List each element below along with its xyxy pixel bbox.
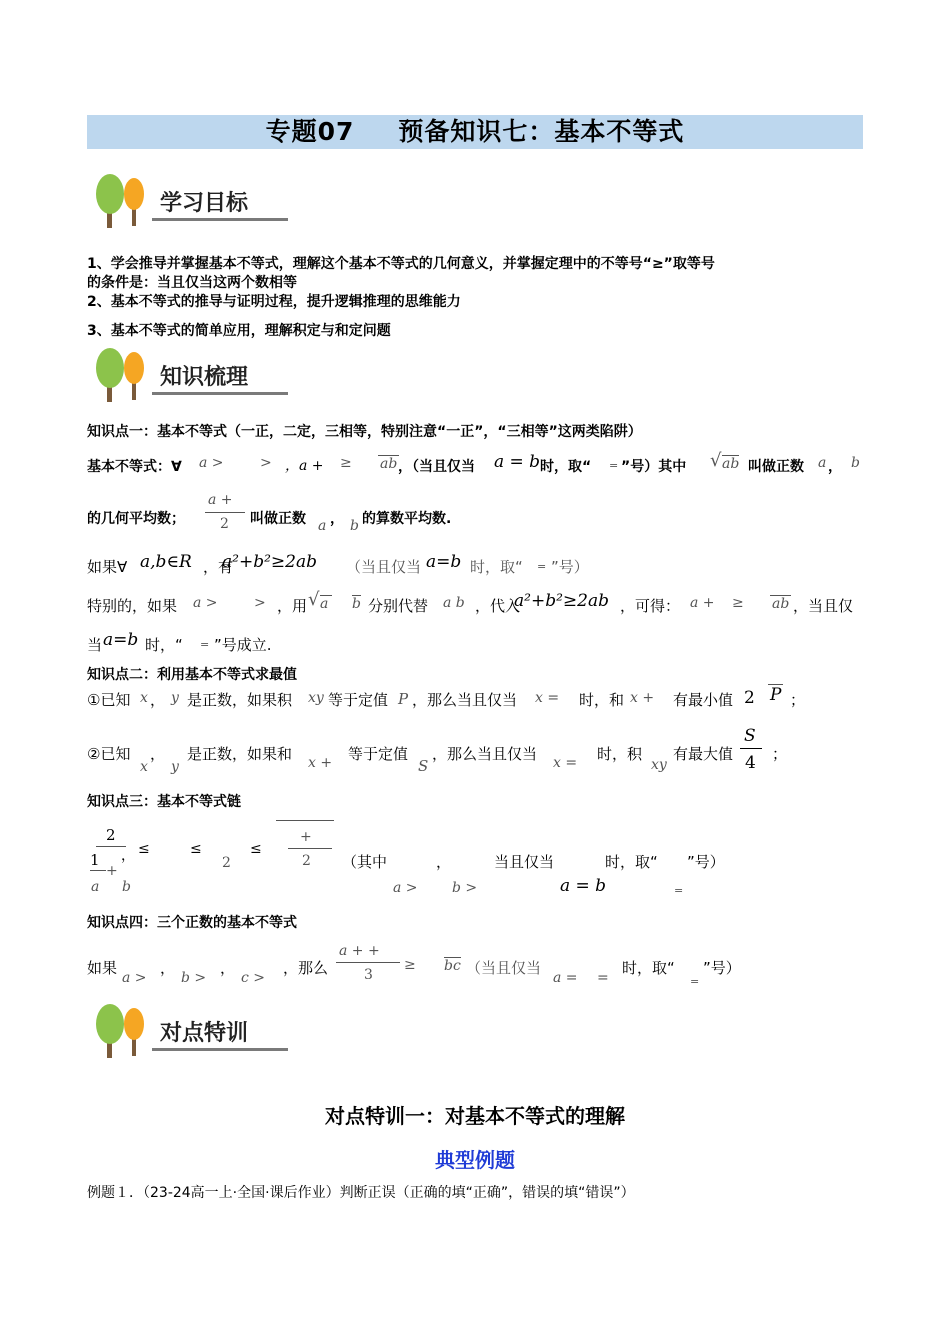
k3-math: ≤: [190, 841, 202, 857]
k3-text: ，: [121, 848, 135, 864]
k3-math: b: [122, 879, 131, 895]
divider: [152, 392, 288, 395]
k2-text: ，那么当且仅当: [412, 691, 518, 709]
k2-text: ，: [150, 691, 166, 709]
goal-item-1-line2: 的条件是：当且仅当这两个数相等: [87, 275, 297, 291]
section-banner-knowledge: [92, 346, 288, 404]
k2-math: xy: [308, 690, 324, 706]
example-1: 例题１．（23-24高一上·全国·课后作业）判断正误（正确的填“正确”，错误的填“错误”）: [87, 1185, 635, 1201]
fraction-bar: [90, 870, 106, 871]
fraction-numerator: S: [744, 726, 756, 746]
k2-text: ；: [772, 745, 788, 763]
fraction-denominator: 2: [220, 516, 229, 532]
k1-math: a=b: [103, 630, 139, 650]
training-subheading: 对点特训一：对基本不等式的理解: [325, 1104, 625, 1128]
k1-text: ”号）: [551, 558, 589, 576]
k1-math: ，a +: [285, 458, 324, 474]
k1-math: a: [818, 455, 827, 471]
divider: [152, 218, 288, 221]
fraction-denominator: 4: [745, 753, 756, 773]
tree-icon: [92, 346, 152, 402]
k1-text: ，有: [203, 558, 234, 576]
k2-math: y: [171, 759, 179, 775]
k3-math: b >: [452, 880, 478, 896]
k2-math: x =: [553, 755, 578, 771]
k1-math: a >: [193, 595, 218, 611]
k2-text: ，: [150, 745, 166, 763]
k1-text: 时，取“: [470, 558, 523, 576]
k2-math: P: [398, 690, 409, 708]
k1-text: 时，取“: [540, 459, 592, 475]
k1-heading: 知识点一：基本不等式（一正，二定，三相等，特别注意“一正”，“三相等”这两类陷阱）: [87, 424, 642, 440]
k1-text: 叫做正数: [250, 511, 306, 527]
k1-math: =: [200, 638, 210, 651]
k1-text: （当且仅当: [346, 558, 422, 576]
k2-math: x: [140, 759, 148, 775]
k3-text: ”号）: [687, 853, 725, 871]
k1-text: ，可得：: [620, 597, 681, 615]
section-banner-training: [92, 1002, 288, 1060]
k1-text: ”号）其中: [621, 459, 687, 475]
title-part1: 专题07: [265, 117, 355, 146]
k1-text: 如果∀: [87, 558, 128, 576]
k1-math: a²+b²≥2ab: [514, 591, 609, 611]
k1-math: =: [537, 560, 547, 573]
k4-math: ≥: [404, 957, 416, 973]
k1-math: a²+b²≥2ab: [222, 552, 317, 572]
k3-math: +: [300, 829, 312, 845]
fraction-denominator: 3: [364, 967, 373, 983]
divider: [152, 1048, 288, 1051]
k3-text: 时，取“: [605, 853, 658, 871]
k4-math: =: [690, 975, 700, 988]
k1-math: >: [254, 595, 266, 611]
fraction-numerator: a + +: [339, 943, 380, 959]
k3-text: ，: [436, 853, 452, 871]
title-part2: 预备知识七：基本不等式: [398, 117, 685, 146]
k2-text: 等于定值: [328, 691, 389, 709]
k1-math: a,b∈R: [140, 552, 192, 572]
tree-icon: [92, 172, 152, 228]
k1-line1-label: 基本不等式：∀: [87, 459, 182, 475]
section-title-training: 对点特训: [160, 1021, 249, 1046]
k4-math: bc: [444, 958, 461, 974]
k1-text: ，代入: [475, 597, 521, 615]
k3-math: 2: [106, 826, 116, 844]
tree-icon: [92, 1002, 152, 1058]
k2-math: y: [171, 690, 179, 706]
radical-bar: [276, 820, 334, 821]
k1-text: 时，“: [145, 636, 183, 654]
k1-text: 的算数平均数.: [362, 511, 452, 527]
k1-text: 的几何平均数；: [87, 511, 185, 527]
k1-text: ，（当且仅当: [398, 459, 475, 475]
k1-math: ab: [380, 456, 398, 472]
k1-math: b: [851, 455, 860, 471]
section-banner-goals: [92, 172, 288, 230]
typical-examples-heading: 典型例题: [435, 1148, 515, 1172]
k4-text: ，那么: [283, 959, 329, 977]
k2-text: ；: [790, 691, 806, 709]
k1-text: ”号成立.: [214, 636, 272, 654]
fraction-numerator: a +: [208, 492, 233, 508]
k3-math: a = b: [560, 876, 607, 896]
k1-math: ab: [772, 596, 790, 612]
k2-text: 有最大值: [673, 745, 734, 763]
fraction-bar: [740, 748, 762, 749]
k4-text: （当且仅当: [466, 959, 542, 977]
section-title-goals: 学习目标: [160, 191, 249, 216]
k1-text: 特别的，如果: [87, 597, 178, 615]
k3-math: +: [106, 863, 118, 879]
sqrt-symbol: √: [710, 450, 722, 471]
k2-text: 时，积: [597, 745, 643, 763]
k1-text: ，用: [277, 597, 308, 615]
goal-item-2: 2、基本不等式的推导与证明过程，提升逻辑推理的思维能力: [87, 294, 461, 310]
k3-math: ≤: [138, 841, 150, 857]
k1-text: 当: [87, 636, 103, 654]
k1-math: b: [350, 518, 359, 534]
sqrt-symbol: √: [308, 589, 320, 610]
k2-math: x =: [535, 690, 560, 706]
k4-text: ”号）: [703, 959, 741, 977]
k3-text: 当且仅当: [494, 853, 555, 871]
k3-math: a >: [393, 880, 418, 896]
k2-text: 有最小值: [673, 691, 734, 709]
k1-math: a: [320, 595, 332, 612]
section-title-knowledge: 知识梳理: [160, 365, 249, 390]
k2-math: S: [418, 757, 429, 775]
k4-text: ，: [160, 959, 176, 977]
k1-math: b: [352, 596, 361, 612]
k1-math: a +: [690, 595, 715, 611]
k3-heading: 知识点三：基本不等式链: [87, 794, 241, 810]
k4-math: b >: [181, 970, 207, 986]
k3-math: =: [674, 884, 684, 897]
k2-math: x +: [630, 690, 655, 706]
k1-text: 叫做正数: [748, 459, 804, 475]
k1-math: a: [318, 518, 327, 534]
k2-math: xy: [651, 757, 667, 773]
k2-heading: 知识点二：利用基本不等式求最值: [87, 667, 297, 683]
k1-math: a = b: [494, 452, 541, 472]
goal-item-3: 3、基本不等式的简单应用，理解积定与和定问题: [87, 323, 391, 339]
k2-text: ①已知: [87, 691, 131, 709]
fraction-bar: [288, 848, 332, 849]
k1-math: ab: [722, 456, 740, 472]
k1-text: ，: [330, 511, 344, 527]
k4-math: a >: [122, 970, 147, 986]
k1-math: =: [609, 459, 619, 472]
k1-math: a b: [443, 595, 465, 611]
k4-text: ，: [220, 959, 236, 977]
k2-math: 2: [744, 688, 755, 708]
k4-text: 如果: [87, 959, 118, 977]
k2-text: ②已知: [87, 745, 131, 763]
k3-math: ≤: [250, 841, 262, 857]
k2-math: P: [770, 685, 782, 705]
k1-math: ≥: [732, 595, 744, 611]
k3-math: 1: [90, 851, 100, 869]
goal-item-1-line1: 1、学会推导并掌握基本不等式，理解这个基本不等式的几何意义，并掌握定理中的不等号“≥”取等号: [87, 256, 715, 272]
k3-math: 2: [302, 853, 311, 869]
k2-text: ，那么当且仅当: [432, 745, 538, 763]
k4-math: a =: [553, 970, 578, 986]
k4-heading: 知识点四：三个正数的基本不等式: [87, 915, 297, 931]
k1-text: ，当且仅: [793, 597, 854, 615]
k1-math: ≥: [340, 455, 352, 471]
k2-text: 时，和: [579, 691, 625, 709]
k1-math: a=b: [426, 552, 462, 572]
k2-text: 是正数，如果和: [187, 745, 293, 763]
k2-text: 等于定值: [348, 745, 409, 763]
k1-math: a >: [199, 455, 224, 471]
k2-math: x: [140, 690, 148, 706]
k2-math: x +: [308, 755, 333, 771]
k3-math: 2: [222, 855, 231, 871]
k3-text: （其中: [342, 853, 388, 871]
k4-math: =: [597, 970, 609, 986]
k1-text: ，: [828, 459, 842, 475]
k3-math: a: [91, 879, 100, 895]
k4-text: 时，取“: [622, 959, 675, 977]
k4-math: c >: [241, 970, 266, 986]
fraction-bar: [205, 512, 245, 513]
fraction-bar: [336, 962, 400, 963]
k2-text: 是正数，如果积: [187, 691, 293, 709]
k1-math: >: [260, 455, 272, 471]
page-title: [87, 115, 863, 149]
k1-text: 分别代替: [368, 597, 429, 615]
